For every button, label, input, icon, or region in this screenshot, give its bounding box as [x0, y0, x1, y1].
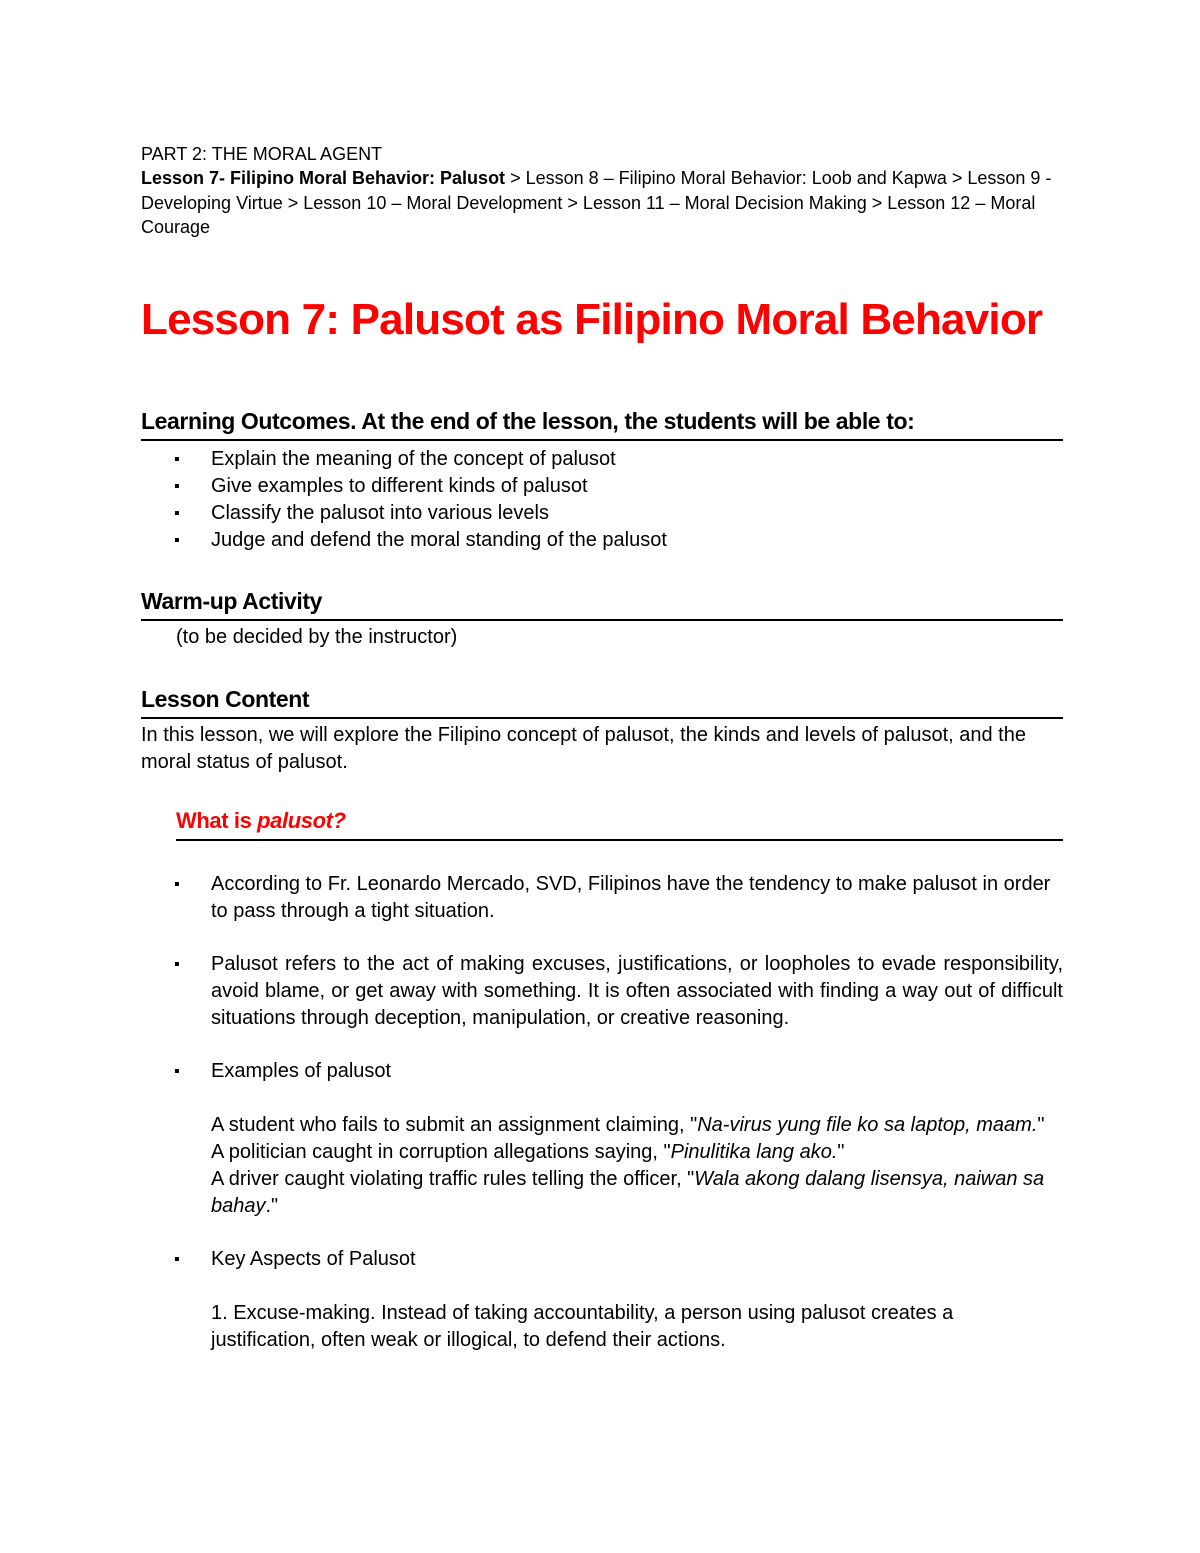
what-is-palusot-heading — [176, 805, 1063, 841]
lesson-breadcrumb — [141, 166, 1063, 240]
list-item: ▪ Give examples to different kinds of palusot — [141, 473, 667, 500]
examples-title: Examples of palusot — [211, 1060, 392, 1082]
part-label: PART 2: THE MORAL AGENT — [141, 144, 383, 164]
key-aspects-title: Key Aspects of Palusot — [211, 1248, 416, 1270]
list-item: ▪ Explain the meaning of the concept of palusot — [141, 446, 667, 473]
list-item: ▪ Classify the palusot into various levels — [141, 500, 667, 527]
palusot-list — [141, 871, 1063, 1380]
other-lessons-crumb: > Lesson 8 – Filipino Moral Behavior: Loob and Kapwa > Lesson 9 - Developing Virtue > Lesson 10 – Moral Development > Lesson 11 – Moral Decision Making > Lesson 12 – Moral Courage — [141, 168, 1052, 237]
what-is-term: palusot? — [257, 808, 346, 833]
list-item: ▪ Palusot refers to the act of making excuses, justifications, or loopholes to evade responsibility, avoid blame, or get away with something. It is often associated with finding a way out of difficult situations through deception, manipulation, or creative reasoning. — [141, 951, 1063, 1032]
key-aspects-item — [141, 1246, 1063, 1354]
lesson-intro: In this lesson, we will explore the Filipino concept of palusot, the kinds and levels of palusot, and the moral status of palusot. — [141, 724, 1026, 773]
list-item: ▪ According to Fr. Leonardo Mercado, SVD, Filipinos have the tendency to make palusot in order to pass through a tight situation. — [141, 871, 1063, 925]
current-lesson-crumb: Lesson 7- Filipino Moral Behavior: Palusot — [141, 168, 506, 188]
warmup-text: (to be decided by the instructor) — [176, 626, 458, 648]
lesson-content-heading: Lesson Content — [141, 683, 1063, 719]
aspect-excuse-making: 1. Excuse-making. Instead of taking accountability, a person using palusot creates a justification, often weak or illogical, to defend their actions. — [211, 1302, 954, 1351]
learning-outcomes-heading: Learning Outcomes. At the end of the lesson, the students will be able to: — [141, 405, 1063, 441]
lesson-title: Lesson 7: Palusot as Filipino Moral Behavior — [141, 295, 1043, 344]
examples-block — [211, 1112, 1063, 1220]
what-is-prefix: What is — [176, 808, 258, 833]
example-line: A student who fails to submit an assignment claiming, "Na-virus yung file ko sa laptop, maam." — [211, 1114, 1045, 1136]
example-line: A driver caught violating traffic rules telling the officer, "Wala akong dalang lisensya, naiwan sa bahay." — [211, 1168, 1045, 1217]
learning-outcomes-list — [141, 446, 667, 554]
examples-item — [141, 1058, 1063, 1220]
warmup-heading: Warm-up Activity — [141, 585, 1063, 621]
list-item: ▪ Judge and defend the moral standing of the palusot — [141, 527, 667, 554]
example-line: A politician caught in corruption allegations saying, "Pinulitika lang ako." — [211, 1141, 845, 1163]
